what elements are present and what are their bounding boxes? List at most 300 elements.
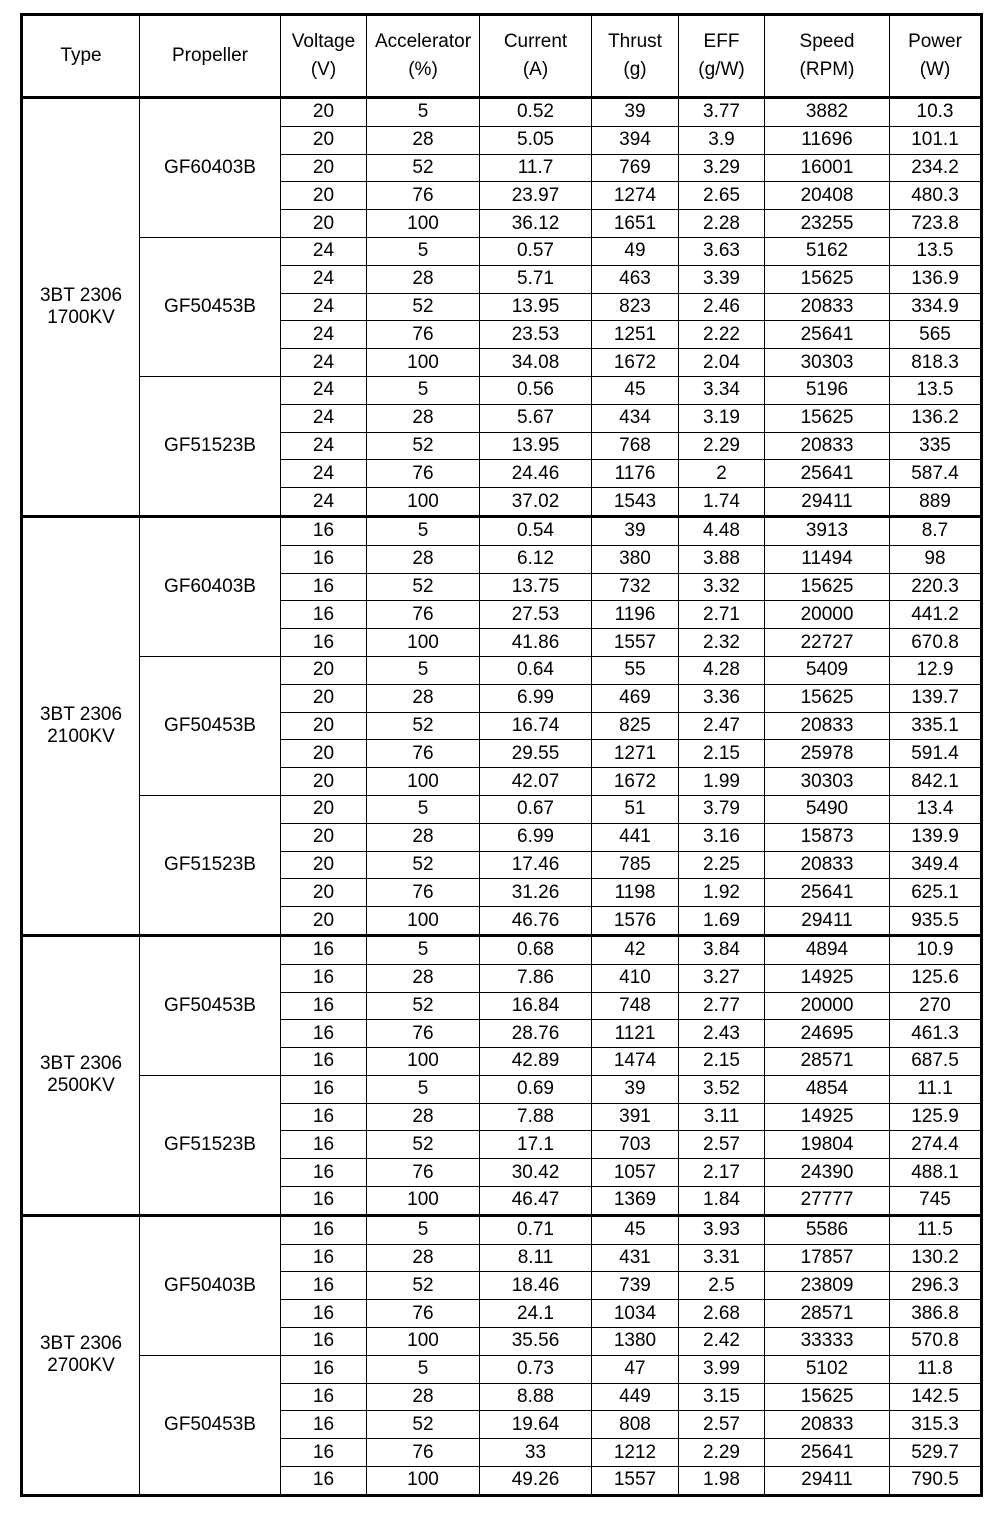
accelerator-cell: 5 [367, 98, 480, 127]
voltage-cell: 20 [281, 712, 367, 740]
voltage-cell: 20 [281, 210, 367, 238]
power-cell: 12.9 [890, 656, 982, 684]
speed-cell: 5490 [765, 795, 890, 823]
current-cell: 0.54 [480, 516, 592, 545]
eff-cell: 3.11 [679, 1103, 765, 1131]
power-cell: 441.2 [890, 601, 982, 629]
eff-cell: 3.19 [679, 404, 765, 432]
speed-cell: 20833 [765, 293, 890, 321]
accelerator-cell: 28 [367, 545, 480, 573]
current-cell: 5.05 [480, 126, 592, 154]
power-cell: 125.9 [890, 1103, 982, 1131]
speed-cell: 25641 [765, 460, 890, 488]
current-cell: 23.97 [480, 182, 592, 210]
speed-cell: 15625 [765, 404, 890, 432]
power-cell: 220.3 [890, 573, 982, 601]
eff-cell: 3.84 [679, 935, 765, 964]
accelerator-cell: 100 [367, 629, 480, 657]
voltage-cell: 16 [281, 516, 367, 545]
speed-cell: 15625 [765, 573, 890, 601]
thrust-cell: 51 [592, 795, 679, 823]
speed-cell: 33333 [765, 1328, 890, 1356]
voltage-cell: 20 [281, 656, 367, 684]
header-row [22, 15, 982, 98]
power-cell: 10.9 [890, 935, 982, 964]
header-power: Power (W) [890, 15, 982, 98]
speed-cell: 29411 [765, 907, 890, 936]
current-cell: 17.46 [480, 851, 592, 879]
eff-cell: 2.04 [679, 349, 765, 377]
power-cell: 565 [890, 321, 982, 349]
power-cell: 818.3 [890, 349, 982, 377]
accelerator-cell: 5 [367, 656, 480, 684]
current-cell: 8.88 [480, 1383, 592, 1411]
accelerator-cell: 5 [367, 516, 480, 545]
accelerator-cell: 52 [367, 851, 480, 879]
voltage-cell: 16 [281, 1244, 367, 1272]
thrust-cell: 434 [592, 404, 679, 432]
speed-cell: 29411 [765, 1467, 890, 1496]
speed-cell: 30303 [765, 768, 890, 796]
power-cell: 270 [890, 992, 982, 1020]
voltage-cell: 20 [281, 182, 367, 210]
eff-cell: 1.69 [679, 907, 765, 936]
voltage-cell: 16 [281, 1048, 367, 1076]
eff-cell: 2.25 [679, 851, 765, 879]
current-cell: 0.56 [480, 376, 592, 404]
thrust-cell: 469 [592, 684, 679, 712]
motor-kv: 2100KV [47, 725, 115, 747]
power-cell: 335.1 [890, 712, 982, 740]
speed-cell: 30303 [765, 349, 890, 377]
speed-cell: 24695 [765, 1020, 890, 1048]
eff-cell: 3.34 [679, 376, 765, 404]
voltage-cell: 24 [281, 237, 367, 265]
table-header [22, 15, 982, 98]
accelerator-cell: 100 [367, 1187, 480, 1216]
thrust-cell: 1380 [592, 1328, 679, 1356]
current-cell: 29.55 [480, 740, 592, 768]
voltage-cell: 20 [281, 823, 367, 851]
power-cell: 625.1 [890, 879, 982, 907]
thrust-cell: 1672 [592, 349, 679, 377]
accelerator-cell: 28 [367, 1244, 480, 1272]
current-cell: 23.53 [480, 321, 592, 349]
thrust-cell: 1212 [592, 1439, 679, 1467]
accelerator-cell: 28 [367, 964, 480, 992]
speed-cell: 20833 [765, 712, 890, 740]
accelerator-cell: 76 [367, 1439, 480, 1467]
current-cell: 8.11 [480, 1244, 592, 1272]
voltage-cell: 16 [281, 1467, 367, 1496]
voltage-cell: 16 [281, 1103, 367, 1131]
current-cell: 16.74 [480, 712, 592, 740]
speed-cell: 14925 [765, 964, 890, 992]
voltage-cell: 20 [281, 768, 367, 796]
accelerator-cell: 100 [367, 488, 480, 517]
voltage-cell: 16 [281, 1328, 367, 1356]
speed-cell: 5409 [765, 656, 890, 684]
accelerator-cell: 28 [367, 404, 480, 432]
current-cell: 5.71 [480, 265, 592, 293]
voltage-cell: 16 [281, 1272, 367, 1300]
power-cell: 745 [890, 1187, 982, 1216]
voltage-cell: 16 [281, 1215, 367, 1244]
voltage-cell: 24 [281, 460, 367, 488]
voltage-cell: 24 [281, 488, 367, 517]
power-cell: 11.5 [890, 1215, 982, 1244]
motor-type-cell [22, 935, 140, 1215]
thrust-cell: 394 [592, 126, 679, 154]
thrust-cell: 1034 [592, 1300, 679, 1328]
accelerator-cell: 52 [367, 154, 480, 182]
accelerator-cell: 52 [367, 293, 480, 321]
speed-cell: 25641 [765, 1439, 890, 1467]
voltage-cell: 16 [281, 1300, 367, 1328]
speed-cell: 29411 [765, 488, 890, 517]
current-cell: 6.12 [480, 545, 592, 573]
propeller-cell: GF50453B [140, 1355, 281, 1495]
voltage-cell: 20 [281, 851, 367, 879]
power-cell: 335 [890, 432, 982, 460]
speed-cell: 27777 [765, 1187, 890, 1216]
power-cell: 480.3 [890, 182, 982, 210]
voltage-cell: 16 [281, 573, 367, 601]
propeller-cell: GF60403B [140, 98, 281, 238]
power-cell: 142.5 [890, 1383, 982, 1411]
power-cell: 296.3 [890, 1272, 982, 1300]
power-cell: 935.5 [890, 907, 982, 936]
thrust-cell: 380 [592, 545, 679, 573]
eff-cell: 1.92 [679, 879, 765, 907]
eff-cell: 2.65 [679, 182, 765, 210]
accelerator-cell: 76 [367, 601, 480, 629]
accelerator-cell: 100 [367, 907, 480, 936]
speed-cell: 20833 [765, 1411, 890, 1439]
propeller-cell: GF50403B [140, 1215, 281, 1355]
current-cell: 24.46 [480, 460, 592, 488]
header-speed: Speed (RPM) [765, 15, 890, 98]
speed-cell: 15625 [765, 265, 890, 293]
accelerator-cell: 28 [367, 1383, 480, 1411]
accelerator-cell: 28 [367, 265, 480, 293]
thrust-cell: 785 [592, 851, 679, 879]
current-cell: 27.53 [480, 601, 592, 629]
voltage-cell: 16 [281, 629, 367, 657]
accelerator-cell: 76 [367, 740, 480, 768]
thrust-cell: 823 [592, 293, 679, 321]
eff-cell: 2.42 [679, 1328, 765, 1356]
current-cell: 7.88 [480, 1103, 592, 1131]
power-cell: 8.7 [890, 516, 982, 545]
table-body [22, 98, 982, 1496]
speed-cell: 23809 [765, 1272, 890, 1300]
accelerator-cell: 5 [367, 376, 480, 404]
speed-cell: 11494 [765, 545, 890, 573]
eff-cell: 4.28 [679, 656, 765, 684]
current-cell: 13.95 [480, 432, 592, 460]
accelerator-cell: 5 [367, 795, 480, 823]
accelerator-cell: 100 [367, 349, 480, 377]
eff-cell: 1.74 [679, 488, 765, 517]
power-cell: 386.8 [890, 1300, 982, 1328]
header-type: Type [22, 15, 140, 98]
propeller-cell: GF60403B [140, 516, 281, 656]
power-cell: 334.9 [890, 293, 982, 321]
speed-cell: 20000 [765, 601, 890, 629]
current-cell: 0.64 [480, 656, 592, 684]
propeller-cell: GF50453B [140, 935, 281, 1075]
eff-cell: 2.22 [679, 321, 765, 349]
eff-cell: 2.68 [679, 1300, 765, 1328]
thrust-cell: 431 [592, 1244, 679, 1272]
speed-cell: 14925 [765, 1103, 890, 1131]
thrust-cell: 39 [592, 98, 679, 127]
current-cell: 46.47 [480, 1187, 592, 1216]
power-cell: 461.3 [890, 1020, 982, 1048]
power-cell: 11.8 [890, 1355, 982, 1383]
accelerator-cell: 76 [367, 879, 480, 907]
voltage-cell: 16 [281, 1075, 367, 1103]
table-row [22, 237, 982, 265]
table-row [22, 935, 982, 964]
thrust-cell: 1651 [592, 210, 679, 238]
eff-cell: 3.9 [679, 126, 765, 154]
current-cell: 18.46 [480, 1272, 592, 1300]
current-cell: 16.84 [480, 992, 592, 1020]
voltage-cell: 24 [281, 404, 367, 432]
eff-cell: 3.93 [679, 1215, 765, 1244]
thrust-cell: 732 [592, 573, 679, 601]
speed-cell: 25641 [765, 879, 890, 907]
accelerator-cell: 52 [367, 1131, 480, 1159]
speed-cell: 20408 [765, 182, 890, 210]
accelerator-cell: 5 [367, 1215, 480, 1244]
eff-cell: 3.99 [679, 1355, 765, 1383]
accelerator-cell: 76 [367, 321, 480, 349]
eff-cell: 3.16 [679, 823, 765, 851]
current-cell: 0.67 [480, 795, 592, 823]
current-cell: 35.56 [480, 1328, 592, 1356]
speed-cell: 24390 [765, 1159, 890, 1187]
power-cell: 98 [890, 545, 982, 573]
propeller-cell: GF50453B [140, 656, 281, 795]
voltage-cell: 20 [281, 795, 367, 823]
thrust-cell: 45 [592, 1215, 679, 1244]
voltage-cell: 16 [281, 1187, 367, 1216]
power-cell: 136.2 [890, 404, 982, 432]
accelerator-cell: 100 [367, 1328, 480, 1356]
eff-cell: 2.29 [679, 432, 765, 460]
eff-cell: 2.28 [679, 210, 765, 238]
table-row [22, 98, 982, 127]
table-row [22, 1075, 982, 1103]
power-cell: 570.8 [890, 1328, 982, 1356]
thrust-cell: 1198 [592, 879, 679, 907]
accelerator-cell: 76 [367, 460, 480, 488]
thrust-cell: 391 [592, 1103, 679, 1131]
power-cell: 723.8 [890, 210, 982, 238]
accelerator-cell: 52 [367, 1411, 480, 1439]
power-cell: 488.1 [890, 1159, 982, 1187]
thrust-cell: 1196 [592, 601, 679, 629]
current-cell: 0.57 [480, 237, 592, 265]
thrust-cell: 748 [592, 992, 679, 1020]
speed-cell: 20833 [765, 432, 890, 460]
voltage-cell: 24 [281, 376, 367, 404]
eff-cell: 3.77 [679, 98, 765, 127]
power-cell: 315.3 [890, 1411, 982, 1439]
current-cell: 31.26 [480, 879, 592, 907]
thrust-cell: 39 [592, 516, 679, 545]
eff-cell: 2.57 [679, 1131, 765, 1159]
voltage-cell: 24 [281, 265, 367, 293]
propeller-cell: GF51523B [140, 795, 281, 935]
speed-cell: 5162 [765, 237, 890, 265]
power-cell: 670.8 [890, 629, 982, 657]
speed-cell: 16001 [765, 154, 890, 182]
current-cell: 0.69 [480, 1075, 592, 1103]
eff-cell: 4.48 [679, 516, 765, 545]
thrust-cell: 703 [592, 1131, 679, 1159]
eff-cell: 2.77 [679, 992, 765, 1020]
header-propeller: Propeller [140, 15, 281, 98]
voltage-cell: 16 [281, 1131, 367, 1159]
current-cell: 6.99 [480, 684, 592, 712]
power-cell: 136.9 [890, 265, 982, 293]
current-cell: 24.1 [480, 1300, 592, 1328]
eff-cell: 2.17 [679, 1159, 765, 1187]
accelerator-cell: 52 [367, 573, 480, 601]
header-voltage: Voltage (V) [281, 15, 367, 98]
current-cell: 36.12 [480, 210, 592, 238]
current-cell: 34.08 [480, 349, 592, 377]
thrust-cell: 1474 [592, 1048, 679, 1076]
speed-cell: 3913 [765, 516, 890, 545]
voltage-cell: 20 [281, 879, 367, 907]
thrust-cell: 1121 [592, 1020, 679, 1048]
speed-cell: 15625 [765, 1383, 890, 1411]
speed-cell: 25978 [765, 740, 890, 768]
voltage-cell: 16 [281, 1355, 367, 1383]
power-cell: 101.1 [890, 126, 982, 154]
motor-model: 3BT 2306 [39, 1333, 123, 1355]
thrust-cell: 410 [592, 964, 679, 992]
voltage-cell: 24 [281, 349, 367, 377]
header-thrust: Thrust (g) [592, 15, 679, 98]
power-cell: 889 [890, 488, 982, 517]
speed-cell: 5196 [765, 376, 890, 404]
current-cell: 33 [480, 1439, 592, 1467]
current-cell: 7.86 [480, 964, 592, 992]
eff-cell: 3.32 [679, 573, 765, 601]
power-cell: 687.5 [890, 1048, 982, 1076]
eff-cell: 2.71 [679, 601, 765, 629]
accelerator-cell: 100 [367, 1467, 480, 1496]
current-cell: 41.86 [480, 629, 592, 657]
accelerator-cell: 76 [367, 1020, 480, 1048]
speed-cell: 3882 [765, 98, 890, 127]
accelerator-cell: 100 [367, 210, 480, 238]
power-cell: 139.9 [890, 823, 982, 851]
voltage-cell: 16 [281, 545, 367, 573]
accelerator-cell: 52 [367, 712, 480, 740]
voltage-cell: 16 [281, 964, 367, 992]
propeller-cell: GF50453B [140, 237, 281, 376]
eff-cell: 3.52 [679, 1075, 765, 1103]
voltage-cell: 16 [281, 992, 367, 1020]
current-cell: 0.68 [480, 935, 592, 964]
thrust-cell: 39 [592, 1075, 679, 1103]
current-cell: 28.76 [480, 1020, 592, 1048]
power-cell: 274.4 [890, 1131, 982, 1159]
speed-cell: 5586 [765, 1215, 890, 1244]
current-cell: 11.7 [480, 154, 592, 182]
motor-kv: 2700KV [47, 1355, 115, 1377]
accelerator-cell: 100 [367, 1048, 480, 1076]
motor-type-cell [22, 516, 140, 935]
eff-cell: 2 [679, 460, 765, 488]
voltage-cell: 24 [281, 432, 367, 460]
header-current: Current (A) [480, 15, 592, 98]
accelerator-cell: 52 [367, 432, 480, 460]
thrust-cell: 808 [592, 1411, 679, 1439]
power-cell: 529.7 [890, 1439, 982, 1467]
thrust-cell: 1543 [592, 488, 679, 517]
thrust-cell: 1557 [592, 629, 679, 657]
power-cell: 591.4 [890, 740, 982, 768]
motor-test-data-table [20, 13, 983, 1497]
current-cell: 46.76 [480, 907, 592, 936]
accelerator-cell: 5 [367, 1075, 480, 1103]
eff-cell: 2.32 [679, 629, 765, 657]
power-cell: 139.7 [890, 684, 982, 712]
voltage-cell: 16 [281, 601, 367, 629]
table-row [22, 656, 982, 684]
power-cell: 842.1 [890, 768, 982, 796]
accelerator-cell: 52 [367, 992, 480, 1020]
eff-cell: 2.57 [679, 1411, 765, 1439]
eff-cell: 2.15 [679, 740, 765, 768]
motor-kv: 2500KV [47, 1075, 115, 1097]
voltage-cell: 16 [281, 1020, 367, 1048]
thrust-cell: 47 [592, 1355, 679, 1383]
eff-cell: 3.27 [679, 964, 765, 992]
power-cell: 790.5 [890, 1467, 982, 1496]
header-accelerator: Accelerator (%) [367, 15, 480, 98]
thrust-cell: 45 [592, 376, 679, 404]
table-row [22, 516, 982, 545]
propeller-cell: GF51523B [140, 376, 281, 516]
propeller-cell: GF51523B [140, 1075, 281, 1215]
thrust-cell: 441 [592, 823, 679, 851]
eff-cell: 3.29 [679, 154, 765, 182]
eff-cell: 3.39 [679, 265, 765, 293]
eff-cell: 2.5 [679, 1272, 765, 1300]
speed-cell: 28571 [765, 1300, 890, 1328]
accelerator-cell: 28 [367, 126, 480, 154]
thrust-cell: 55 [592, 656, 679, 684]
thrust-cell: 1251 [592, 321, 679, 349]
accelerator-cell: 28 [367, 1103, 480, 1131]
thrust-cell: 49 [592, 237, 679, 265]
power-cell: 130.2 [890, 1244, 982, 1272]
power-cell: 234.2 [890, 154, 982, 182]
current-cell: 0.52 [480, 98, 592, 127]
table-row [22, 376, 982, 404]
eff-cell: 1.84 [679, 1187, 765, 1216]
power-cell: 349.4 [890, 851, 982, 879]
